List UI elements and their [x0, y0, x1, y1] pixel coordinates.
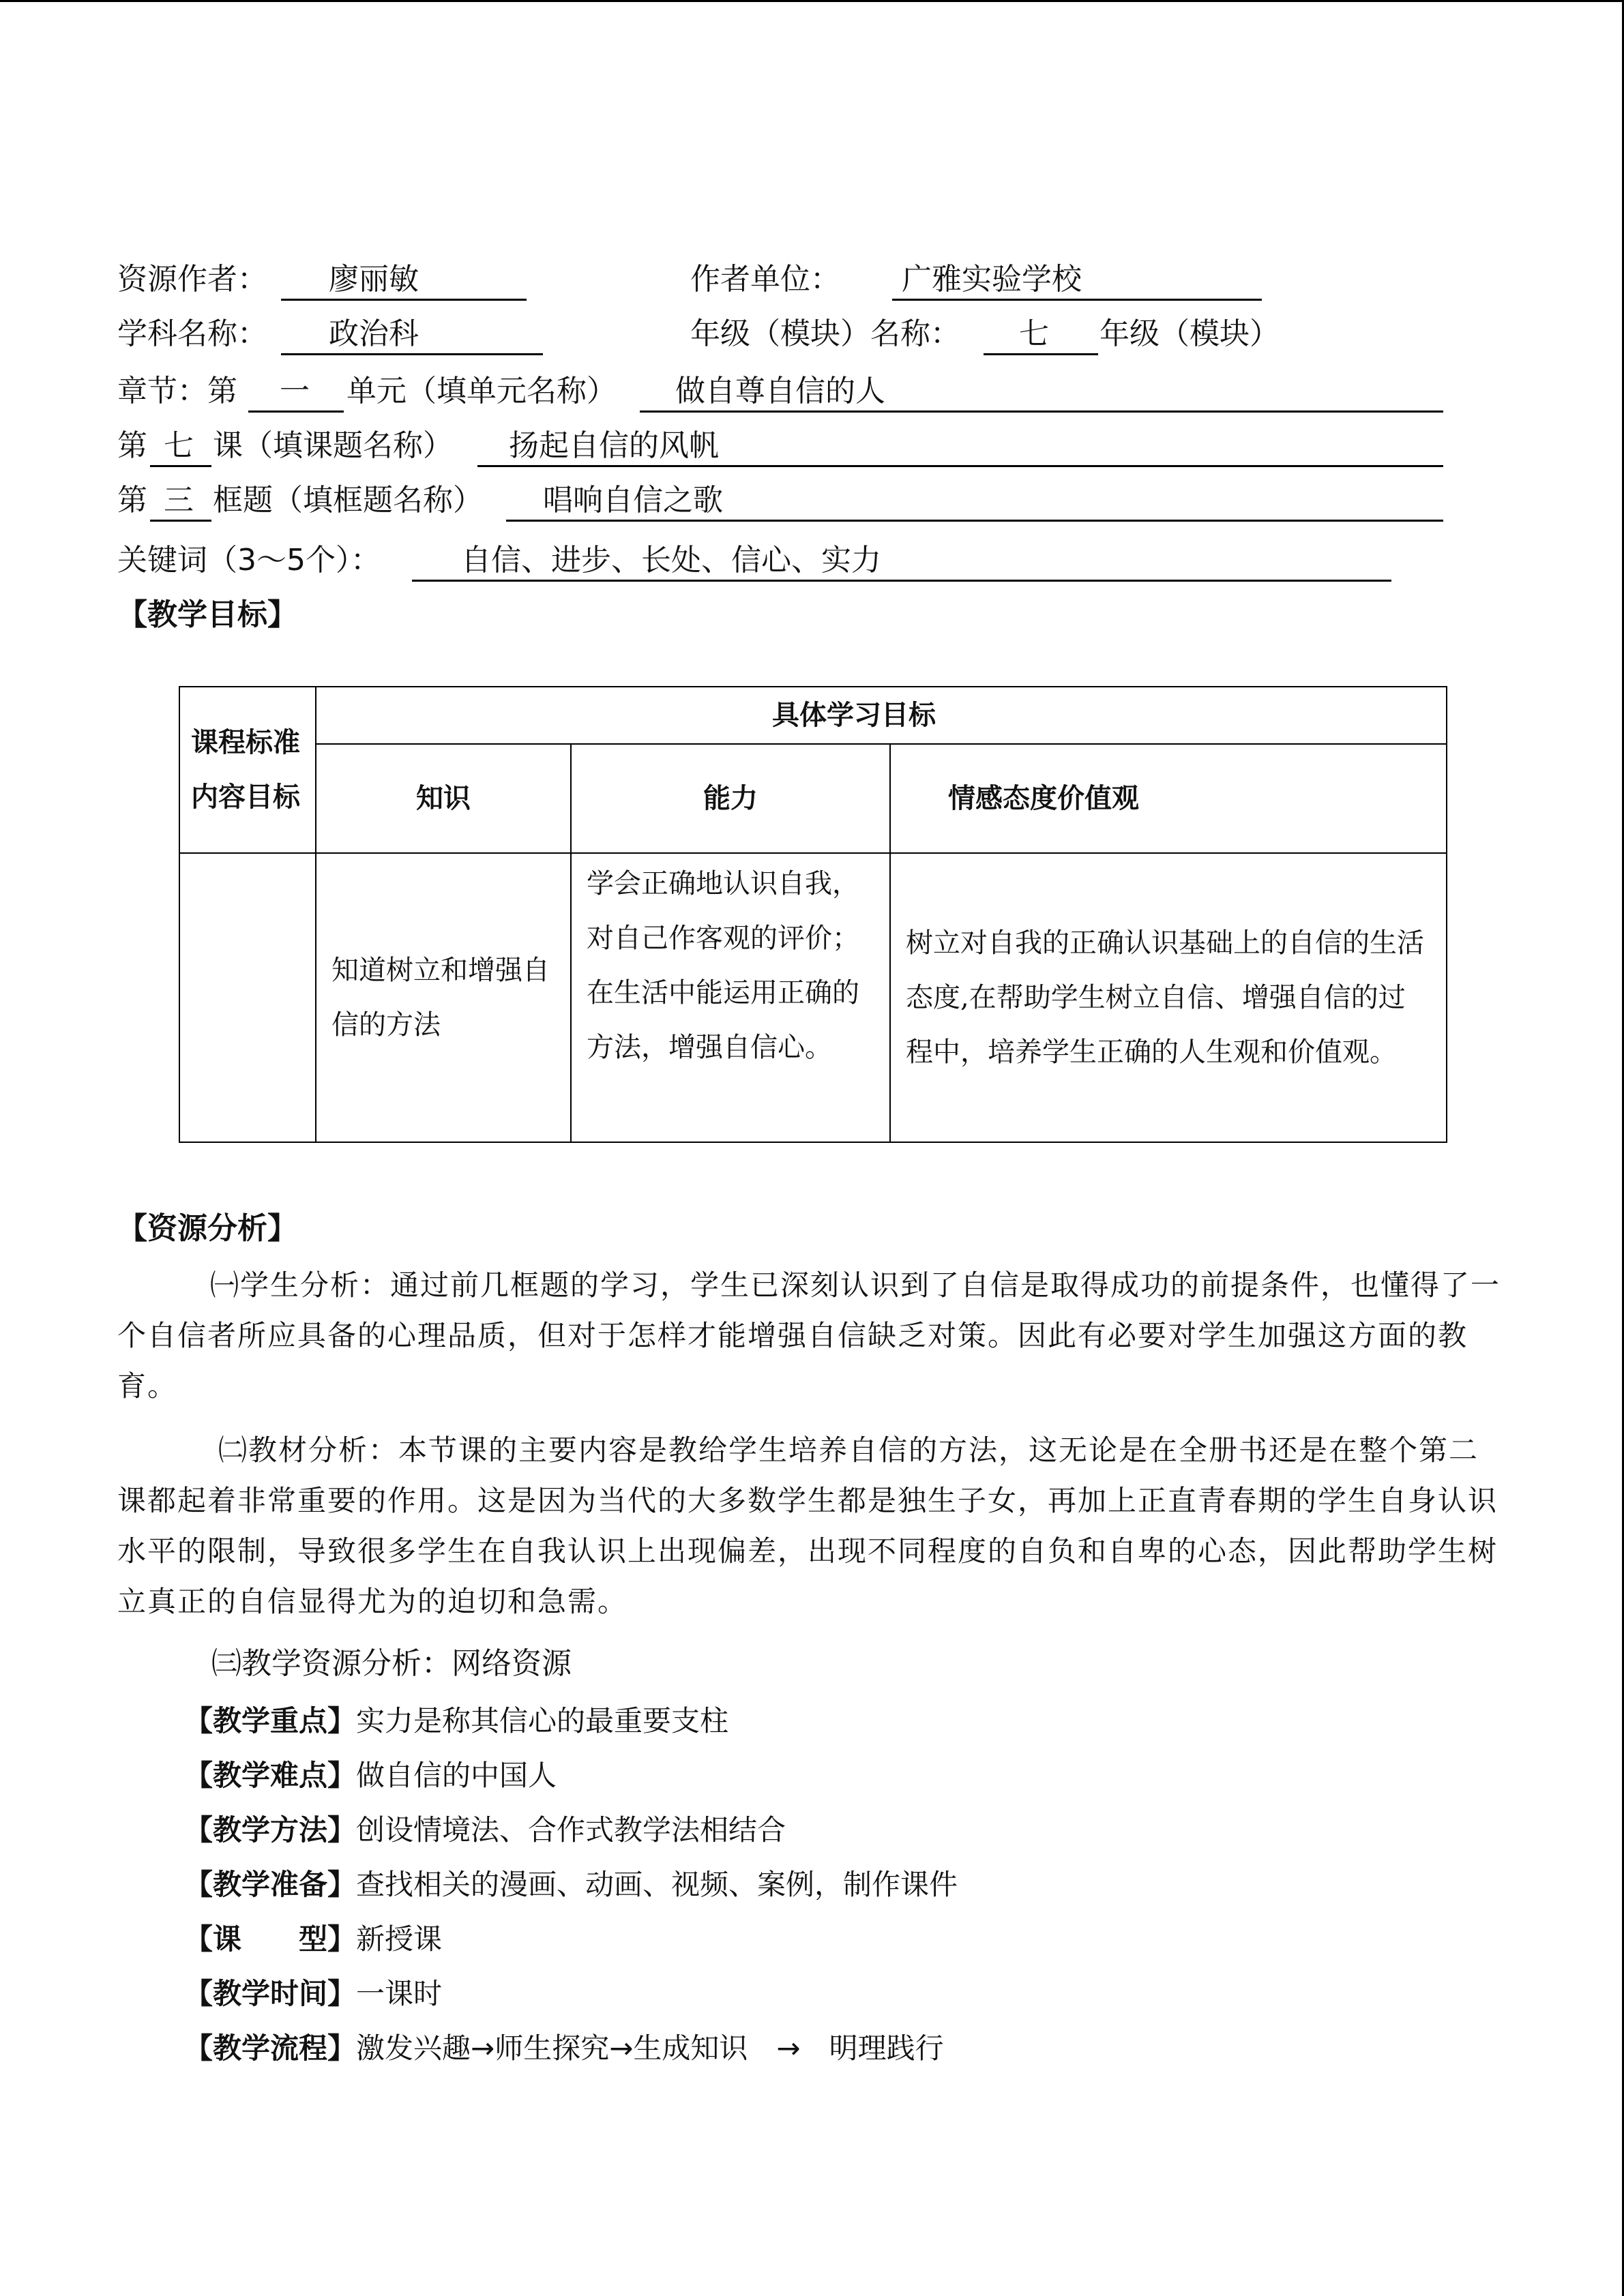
item-flow: 【教学流程】激发兴趣→师生探究→生成知识 → 明理践行: [184, 2031, 944, 2065]
col-standard-header: 课程标准内容目标: [179, 687, 316, 853]
frame-mid: 框题（填框题名称）: [213, 483, 483, 518]
item-time: 【教学时间】一课时: [184, 1977, 443, 2010]
keywords-label: 关键词（3～5个）：: [117, 543, 381, 578]
col-knowledge-header: 知识: [316, 744, 571, 853]
knowledge-cell: 知道树立和增强自信的方法: [316, 853, 571, 1142]
student-analysis-label: ㈠学生分析：: [210, 1268, 391, 1302]
unit-value: 广雅实验学校: [902, 262, 1082, 297]
goals-heading: 【教学目标】: [117, 597, 297, 632]
chapter-prefix: 章节：第: [117, 374, 237, 408]
chapter-num: 一: [280, 374, 310, 408]
student-analysis-text: 通过前几框题的学习，学生已深刻认识到了自信是取得成功的前提条件，也懂得了一个自信者所应具备的心理品质，但对于怎样才能增强自信缺乏对策。因此有必要对学生加强这方面的教育。: [117, 1268, 1501, 1403]
subject-value: 政治科: [329, 316, 419, 351]
item-key-point: 【教学重点】实力是称其信心的最重要支柱: [184, 1704, 729, 1738]
col-attitude-header: 情感态度价值观: [890, 744, 1447, 853]
resource-analysis: ㈢教学资源分析：网络资源: [211, 1646, 572, 1681]
item-preparation: 【教学准备】查找相关的漫画、动画、视频、案例，制作课件: [184, 1868, 958, 1901]
keywords-value: 自信、进步、长处、信心、实力: [461, 543, 881, 578]
frame-num: 三: [164, 483, 194, 518]
frame-name: 唱响自信之歌: [543, 483, 723, 518]
standard-cell: [179, 853, 316, 1142]
textbook-analysis: [117, 1425, 1502, 1627]
item-method: 【教学方法】创设情境法、合作式教学法相结合: [184, 1813, 786, 1847]
analysis-heading: 【资源分析】: [117, 1211, 297, 1246]
grade-label: 年级（模块）名称：: [690, 316, 960, 351]
subject-label: 学科名称：: [117, 316, 267, 351]
grade-value: 七: [1019, 316, 1049, 351]
frame-prefix: 第: [117, 483, 147, 518]
textbook-analysis-label: ㈡教材分析：: [218, 1433, 399, 1467]
item-lesson-type: 【课 型】新授课: [184, 1922, 443, 1956]
lesson-mid: 课（填课题名称）: [213, 428, 453, 463]
author-value: 廖丽敏: [329, 262, 419, 297]
attitude-cell: 树立对自我的正确认识基础上的自信的生活态度,在帮助学生树立自信、增强自信的过程中，培养学生正确的人生观和价值观。: [890, 853, 1447, 1142]
lesson-name: 扬起自信的风帆: [509, 428, 719, 463]
goals-table: [179, 686, 1447, 1143]
chapter-name: 做自尊自信的人: [675, 374, 885, 408]
col-ability-header: 能力: [571, 744, 890, 853]
grade-suffix: 年级（模块）: [1099, 316, 1280, 351]
student-analysis: [117, 1260, 1502, 1412]
textbook-analysis-text: 本节课的主要内容是教给学生培养自信的方法，这无论是在全册书还是在整个第二课都起着非常重要的作用。这是因为当代的大多数学生都是独生子女，再加上正直青春期的学生自身认识水平的限制，导致很多学生在自我认识上出现偏差，出现不同程度的自负和自卑的心态，因此帮助学生树立真正的自信显得尤为的迫切和急需。: [117, 1433, 1498, 1618]
page-frame-top: [0, 0, 1624, 2]
unit-label: 作者单位：: [690, 262, 840, 297]
chapter-mid: 单元（填单元名称）: [346, 374, 617, 408]
lesson-num: 七: [164, 428, 194, 463]
ability-cell: 学会正确地认识自我，对自己作客观的评价；在生活中能运用正确的方法，增强自信心。: [571, 853, 890, 1142]
item-difficulty: 【教学难点】做自信的中国人: [184, 1759, 557, 1792]
col-specific-header: 具体学习目标: [316, 687, 1447, 744]
lesson-prefix: 第: [117, 428, 147, 463]
author-label: 资源作者：: [117, 262, 267, 297]
